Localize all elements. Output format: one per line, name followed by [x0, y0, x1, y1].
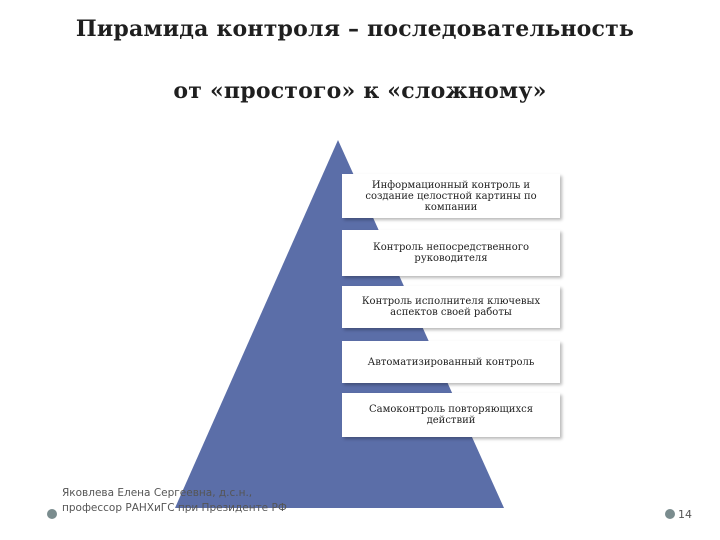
pyramid-level-1-text: Информационный контроль и создание целостной картины по компании	[365, 179, 537, 213]
pyramid-level-5-text: Самоконтроль повторяющихся действий	[368, 404, 534, 426]
slide-title-line2: от «простого» к «сложному»	[173, 78, 547, 104]
footer-author: Яковлева Елена Сергеевна, д.с.н., профессор РАНХиГС при Президенте РФ	[62, 487, 287, 514]
pyramid-level-2-text: Контроль непосредственного руководителя	[373, 242, 529, 264]
slide-title-line1: Пирамида контроля – последовательность	[75, 16, 635, 42]
pyramid-level-4	[342, 341, 560, 383]
pyramid-level-2	[342, 230, 560, 276]
pyramid-level-3	[342, 286, 560, 328]
pyramid-level-3-text: Контроль исполнителя ключевых аспектов своей работы	[361, 296, 541, 318]
pyramid-level-1	[342, 174, 560, 218]
footer-right-bullet-icon	[665, 509, 675, 519]
page-number: 14	[678, 508, 692, 521]
pyramid-level-4-text: Автоматизированный контроль	[367, 356, 535, 368]
pyramid-level-5	[342, 393, 560, 437]
footer-left-bullet-icon	[47, 509, 57, 519]
